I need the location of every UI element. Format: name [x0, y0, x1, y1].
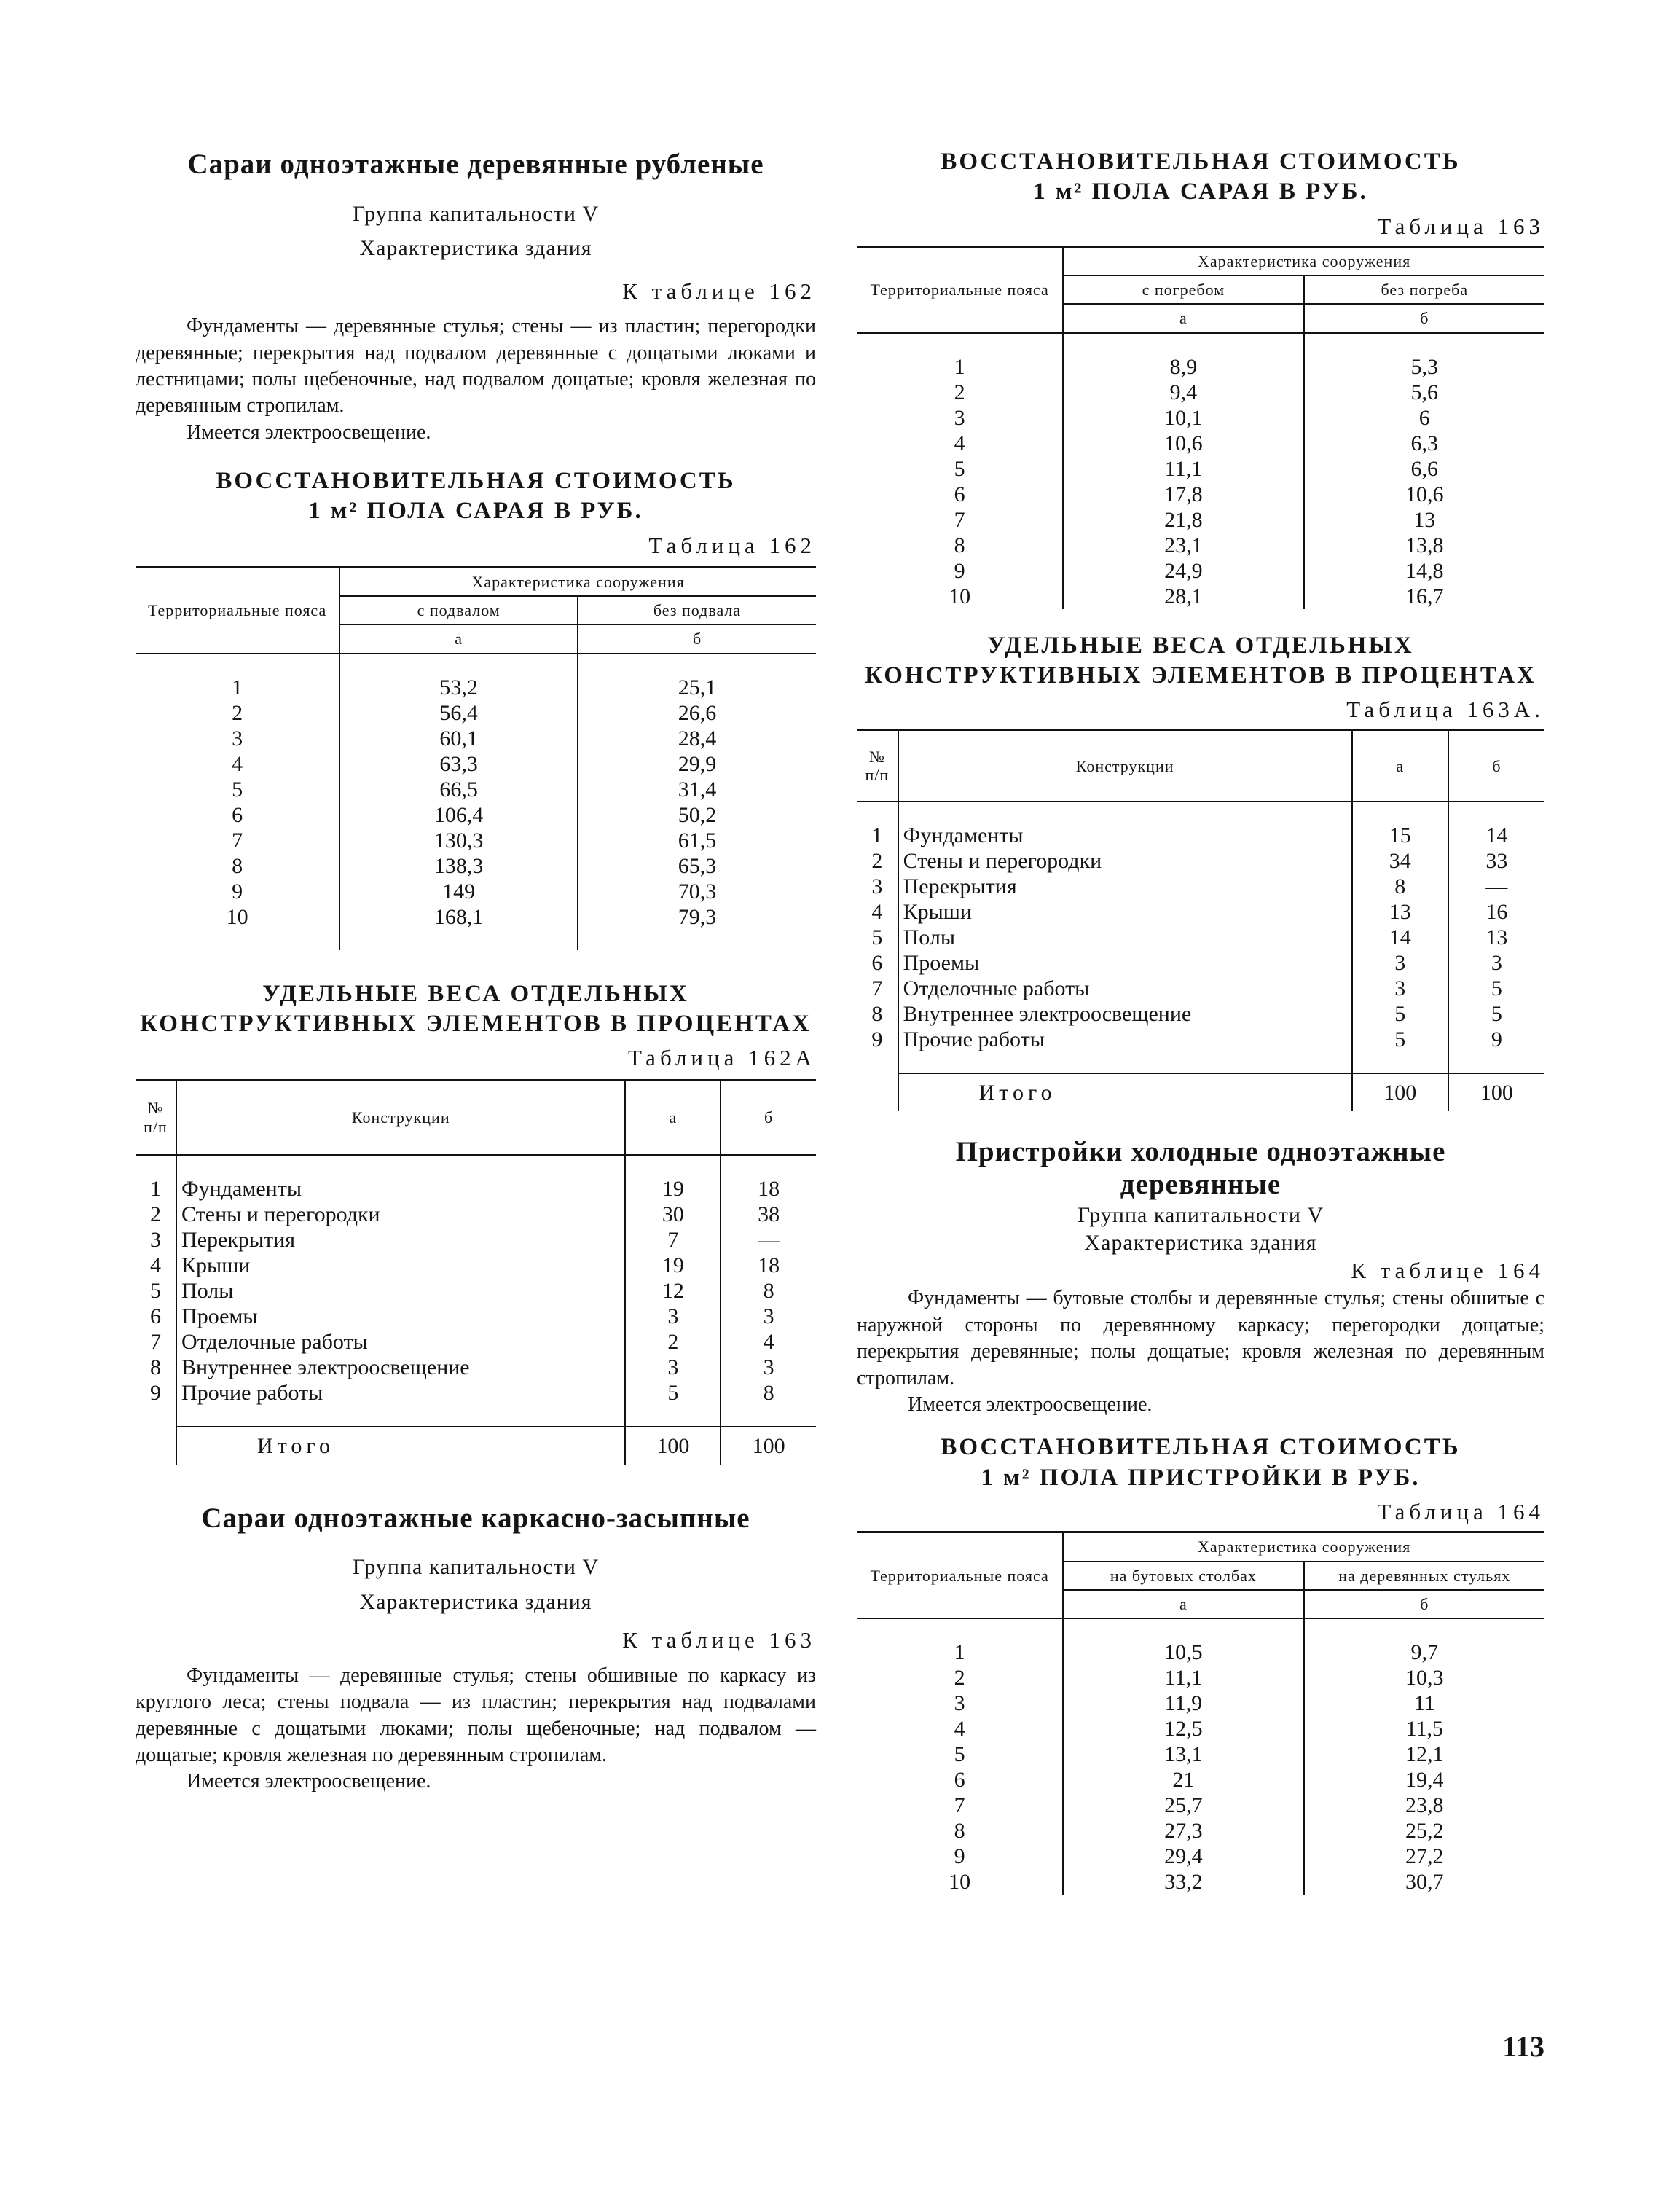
value-a: 24,9 [1063, 558, 1303, 584]
value-b: 4 [763, 1329, 774, 1354]
value-a: 10,5 [1063, 1640, 1303, 1665]
construction-name: Фундаменты [898, 823, 1352, 848]
zone-header: Территориальные пояса [857, 246, 1063, 332]
zone: 5 [857, 1742, 1063, 1767]
sub-b: б [578, 624, 816, 653]
num-header: № п/п [136, 1080, 176, 1155]
table-row [857, 1742, 1544, 1767]
zone: 9 [857, 558, 1063, 584]
table-label: Таблица 162 [648, 532, 816, 558]
lighting-note: Имеется электроосвещение. [187, 1770, 431, 1793]
value-b: 5 [1491, 976, 1502, 1001]
value-b: 50,2 [678, 802, 717, 827]
table-row [857, 1818, 1544, 1844]
col-a-header: на бутовых столбах [1063, 1562, 1303, 1590]
table-row [136, 726, 816, 751]
caption-line: 1 м² ПОЛА САРАЯ В РУБ. [308, 498, 643, 525]
value-a: 56,4 [339, 700, 578, 726]
value-a: 10,1 [1063, 405, 1303, 431]
value-b: 6,3 [1410, 431, 1439, 455]
table-row [857, 1767, 1544, 1793]
value-b: 13,8 [1405, 533, 1444, 557]
construction-name: Стены и перегородки [898, 848, 1352, 874]
sub-a: а [339, 624, 578, 653]
construction-name: Внутреннее электроосвещение [898, 1001, 1352, 1027]
table-row [857, 823, 1544, 848]
table-162a [136, 1079, 816, 1465]
value-b: 14 [1485, 823, 1508, 848]
table-row [857, 1691, 1544, 1716]
value-b: 25,2 [1405, 1819, 1444, 1844]
value-a: 5 [625, 1380, 721, 1406]
right-column [857, 138, 1544, 1895]
capital-group: Группа капитальности V [1077, 1203, 1324, 1228]
table-162-caption [136, 466, 816, 527]
row-number: 1 [136, 1176, 176, 1202]
lighting-note: Имеется электроосвещение. [187, 420, 431, 444]
value-b: 9 [1491, 1027, 1502, 1052]
total-a: 100 [1352, 1073, 1448, 1111]
value-a: 3 [1352, 950, 1448, 976]
table-163a-caption [857, 631, 1544, 692]
table-row [136, 700, 816, 726]
char-header: Характеристика сооружения [339, 567, 816, 596]
value-a: 3 [625, 1355, 721, 1380]
table-row [136, 1227, 816, 1253]
table-row [857, 456, 1544, 482]
zone: 10 [857, 1869, 1063, 1895]
value-a: 12,5 [1063, 1716, 1303, 1742]
zone: 8 [857, 1818, 1063, 1844]
value-a: 5 [1352, 1027, 1448, 1052]
char-header: Характеристика сооружения [1063, 1532, 1544, 1562]
table-row [857, 1001, 1544, 1027]
value-a: 21 [1063, 1767, 1303, 1793]
value-a: 28,1 [1063, 584, 1303, 609]
value-b: 13 [1485, 925, 1508, 950]
characteristics-title: Характеристика здания [359, 1589, 592, 1614]
table-row [857, 380, 1544, 405]
section-title-annexes [857, 1136, 1544, 1202]
value-a: 168,1 [339, 904, 578, 930]
col-a-header: а [1352, 730, 1448, 802]
value-b: 6 [1418, 405, 1430, 430]
table-164-caption [857, 1433, 1544, 1493]
value-b: 27,2 [1405, 1844, 1444, 1869]
row-number: 2 [136, 1202, 176, 1227]
caption-line: КОНСТРУКТИВНЫХ ЭЛЕМЕНТОВ В ПРОЦЕНТАХ [140, 1011, 812, 1038]
zone: 2 [857, 1665, 1063, 1691]
section-title-barns-log: Сараи одноэтажные деревянные рубленые [187, 149, 764, 180]
col-b-header: б [1448, 730, 1544, 802]
value-b: 10,6 [1405, 482, 1444, 506]
construction-name: Крыши [176, 1253, 625, 1278]
caption-line: УДЕЛЬНЫЕ ВЕСА ОТДЕЛЬНЫХ [987, 632, 1414, 659]
value-a: 19 [625, 1253, 721, 1278]
value-a: 34 [1352, 848, 1448, 874]
construction-name: Прочие работы [898, 1027, 1352, 1052]
zone: 3 [857, 405, 1063, 431]
row-number: 1 [857, 823, 898, 848]
value-b: 14,8 [1405, 558, 1444, 583]
value-a: 14 [1352, 925, 1448, 950]
zone: 9 [857, 1844, 1063, 1869]
value-b: 6,6 [1410, 456, 1439, 481]
sub-a: а [1063, 304, 1303, 332]
col-b-header: б [721, 1080, 816, 1155]
row-number: 5 [857, 925, 898, 950]
zone: 8 [857, 533, 1063, 558]
table-162a-caption [136, 979, 816, 1040]
zone: 4 [857, 1716, 1063, 1742]
table-row [136, 1202, 816, 1227]
construction-name: Проемы [898, 950, 1352, 976]
sub-b: б [1304, 304, 1544, 332]
table-row [857, 584, 1544, 609]
value-a: 23,1 [1063, 533, 1303, 558]
building-description: Фундаменты — бутовые столбы и деревянные стулья; стены обшитые с наружной стороны по деревянному каркасу; перегородки дощатые; перекрытия деревянные; полы дощатые; кровля железная по деревянным стропилам. [857, 1287, 1544, 1390]
table-label: Таблица 164 [1377, 1498, 1544, 1524]
total-label: Итого [898, 1073, 1352, 1111]
value-b: 3 [763, 1355, 774, 1379]
total-row [857, 1073, 1544, 1111]
value-b: 18 [758, 1253, 780, 1277]
caption-line: ВОССТАНОВИТЕЛЬНАЯ СТОИМОСТЬ [941, 1434, 1461, 1461]
value-a: 33,2 [1063, 1869, 1303, 1895]
row-number: 8 [136, 1355, 176, 1380]
table-row [857, 1665, 1544, 1691]
zone: 1 [136, 675, 339, 700]
table-row [857, 431, 1544, 456]
row-number: 7 [857, 976, 898, 1001]
lighting-note: Имеется электроосвещение. [908, 1393, 1153, 1417]
value-b: 65,3 [678, 853, 717, 878]
value-a: 11,9 [1063, 1691, 1303, 1716]
value-b: 38 [758, 1202, 780, 1226]
sub-b: б [1304, 1590, 1544, 1618]
construction-name: Полы [898, 925, 1352, 950]
table-row [136, 828, 816, 853]
zone: 6 [136, 802, 339, 828]
table-label: Таблица 163А. [1346, 697, 1544, 723]
table-row [136, 751, 816, 777]
row-number: 4 [136, 1253, 176, 1278]
value-b: 16 [1485, 900, 1508, 925]
to-table-ref: К таблице 162 [622, 278, 816, 304]
value-b: 26,6 [678, 700, 717, 725]
table-row [136, 853, 816, 879]
zone-header: Территориальные пояса [136, 567, 339, 653]
col-a-header: с погребом [1063, 275, 1303, 304]
row-number: 6 [136, 1304, 176, 1329]
characteristics-title: Характеристика здания [359, 236, 592, 261]
zone: 4 [857, 431, 1063, 456]
value-b: 13 [1413, 507, 1436, 532]
value-a: 5 [1352, 1001, 1448, 1027]
table-row [857, 1793, 1544, 1818]
construction-name: Отделочные работы [898, 976, 1352, 1001]
value-b: 19,4 [1405, 1768, 1444, 1793]
zone: 6 [857, 1767, 1063, 1793]
value-a: 13,1 [1063, 1742, 1303, 1767]
value-a: 2 [625, 1329, 721, 1355]
value-b: 18 [758, 1176, 780, 1201]
value-a: 138,3 [339, 853, 578, 879]
value-b: 12,1 [1405, 1742, 1444, 1767]
page-number: 113 [1502, 2030, 1544, 2063]
zone: 2 [857, 380, 1063, 405]
value-b: 23,8 [1405, 1793, 1444, 1818]
value-a: 27,3 [1063, 1818, 1303, 1844]
to-table-ref: К таблице 163 [622, 1627, 816, 1653]
table-row [136, 1329, 816, 1355]
constr-header: Конструкции [898, 730, 1352, 802]
value-a: 29,4 [1063, 1844, 1303, 1869]
value-a: 25,7 [1063, 1793, 1303, 1818]
zone: 6 [857, 482, 1063, 507]
value-a: 63,3 [339, 751, 578, 777]
row-number: 6 [857, 950, 898, 976]
value-a: 53,2 [339, 675, 578, 700]
table-row [136, 675, 816, 700]
value-a: 8,9 [1063, 354, 1303, 380]
table-row [857, 1716, 1544, 1742]
table-row [136, 1355, 816, 1380]
title-line: деревянные [1120, 1169, 1281, 1201]
to-table-ref: К таблице 164 [1351, 1258, 1544, 1284]
value-b: 3 [763, 1304, 774, 1328]
table-label: Таблица 162А [628, 1045, 816, 1071]
table-row [857, 899, 1544, 925]
construction-name: Фундаменты [176, 1176, 625, 1202]
construction-name: Стены и перегородки [176, 1202, 625, 1227]
row-number: 8 [857, 1001, 898, 1027]
table-row [857, 507, 1544, 533]
total-b: 100 [1480, 1081, 1513, 1105]
table-row [857, 1869, 1544, 1895]
value-b: 10,3 [1405, 1666, 1444, 1691]
row-number: 4 [857, 899, 898, 925]
row-number: 5 [136, 1278, 176, 1304]
col-a-header: с подвалом [339, 596, 578, 624]
table-row [136, 1380, 816, 1406]
table-162 [136, 566, 816, 950]
table-row [857, 1640, 1544, 1665]
value-a: 17,8 [1063, 482, 1303, 507]
table-row [857, 874, 1544, 899]
construction-name: Крыши [898, 899, 1352, 925]
construction-name: Прочие работы [176, 1380, 625, 1406]
zone: 2 [136, 700, 339, 726]
value-b: 28,4 [678, 726, 717, 751]
caption-line: 1 м² ПОЛА ПРИСТРОЙКИ В РУБ. [981, 1464, 1421, 1491]
value-b: 33 [1485, 849, 1508, 874]
value-b: 16,7 [1405, 584, 1444, 608]
table-row [136, 879, 816, 904]
construction-name: Полы [176, 1278, 625, 1304]
table-row [136, 1304, 816, 1329]
construction-name: Внутреннее электроосвещение [176, 1355, 625, 1380]
table-row [857, 354, 1544, 380]
total-row [136, 1427, 816, 1465]
value-a: 11,1 [1063, 456, 1303, 482]
value-a: 9,4 [1063, 380, 1303, 405]
value-b: 11 [1413, 1691, 1435, 1716]
table-row [136, 777, 816, 802]
value-a: 149 [339, 879, 578, 904]
value-b: 29,9 [678, 751, 717, 776]
table-row [136, 802, 816, 828]
zone: 10 [136, 904, 339, 930]
table-row [857, 925, 1544, 950]
value-b: 5,3 [1410, 354, 1439, 379]
value-a: 21,8 [1063, 507, 1303, 533]
constr-header: Конструкции [176, 1080, 625, 1155]
table-163 [857, 246, 1544, 609]
value-b: 3 [1491, 951, 1502, 976]
row-number: 2 [857, 848, 898, 874]
caption-line: ВОССТАНОВИТЕЛЬНАЯ СТОИМОСТЬ [941, 149, 1461, 175]
caption-line: КОНСТРУКТИВНЫХ ЭЛЕМЕНТОВ В ПРОЦЕНТАХ [865, 662, 1536, 689]
char-header: Характеристика сооружения [1063, 246, 1544, 275]
table-row [136, 904, 816, 930]
value-a: 10,6 [1063, 431, 1303, 456]
col-a-header: а [625, 1080, 721, 1155]
table-row [857, 482, 1544, 507]
caption-line: УДЕЛЬНЫЕ ВЕСА ОТДЕЛЬНЫХ [262, 980, 689, 1007]
zone: 7 [857, 1793, 1063, 1818]
zone: 8 [136, 853, 339, 879]
zone: 7 [857, 507, 1063, 533]
value-a: 11,1 [1063, 1665, 1303, 1691]
total-a: 100 [625, 1427, 721, 1465]
zone: 5 [136, 777, 339, 802]
zone: 4 [136, 751, 339, 777]
row-number: 9 [136, 1380, 176, 1406]
value-b: 5 [1491, 1002, 1502, 1027]
table-row [136, 1176, 816, 1202]
value-b: 25,1 [678, 675, 717, 700]
col-b-header: на деревянных стульях [1304, 1562, 1544, 1590]
value-b: 5,6 [1410, 380, 1439, 404]
left-column [136, 138, 816, 1795]
value-a: 3 [1352, 976, 1448, 1001]
value-a: 130,3 [339, 828, 578, 853]
zone: 7 [136, 828, 339, 853]
col-b-header: без погреба [1304, 275, 1544, 304]
table-row [857, 1027, 1544, 1052]
capital-group: Группа капитальности V [352, 1555, 600, 1580]
value-a: 66,5 [339, 777, 578, 802]
building-description: Фундаменты — деревянные стулья; стены обшивные по каркасу из круглого леса; стены подвала — из пластин; перекрытия над подвалами деревянные с дощатыми люками; полы щебеночные; над подвалом — дощатые; кровля железная по деревянным стропилам. [136, 1664, 816, 1766]
zone: 5 [857, 456, 1063, 482]
value-a: 13 [1352, 899, 1448, 925]
value-a: 12 [625, 1278, 721, 1304]
title-line: Пристройки холодные одноэтажные [955, 1136, 1446, 1168]
row-number: 7 [136, 1329, 176, 1355]
col-b-header: без подвала [578, 596, 816, 624]
value-a: 19 [625, 1176, 721, 1202]
construction-name: Отделочные работы [176, 1329, 625, 1355]
total-label: Итого [176, 1427, 625, 1465]
value-a: 3 [625, 1304, 721, 1329]
value-b: 70,3 [678, 879, 717, 904]
caption-line: ВОССТАНОВИТЕЛЬНАЯ СТОИМОСТЬ [216, 468, 736, 495]
value-a: 30 [625, 1202, 721, 1227]
table-row [857, 1844, 1544, 1869]
construction-name: Перекрытия [176, 1227, 625, 1253]
zone-header: Территориальные пояса [857, 1532, 1063, 1618]
value-b: 30,7 [1405, 1870, 1444, 1895]
value-b: 61,5 [678, 828, 717, 853]
value-b: — [1485, 874, 1508, 899]
zone: 1 [857, 1640, 1063, 1665]
total-b: 100 [752, 1433, 785, 1458]
value-b: 8 [763, 1278, 774, 1303]
row-number: 9 [857, 1027, 898, 1052]
table-163-caption [857, 147, 1544, 208]
row-number: 3 [136, 1227, 176, 1253]
table-row [136, 1278, 816, 1304]
value-a: 15 [1352, 823, 1448, 848]
value-b: 79,3 [678, 904, 717, 929]
table-row [857, 533, 1544, 558]
value-a: 8 [1352, 874, 1448, 899]
zone: 9 [136, 879, 339, 904]
value-a: 7 [625, 1227, 721, 1253]
value-b: 8 [763, 1380, 774, 1405]
capital-group: Группа капитальности V [352, 201, 600, 226]
zone: 3 [857, 1691, 1063, 1716]
table-row [857, 848, 1544, 874]
characteristics-title: Характеристика здания [1084, 1230, 1317, 1255]
section-title-barns-frame: Сараи одноэтажные каркасно-засыпные [201, 1502, 750, 1534]
construction-name: Проемы [176, 1304, 625, 1329]
value-b: 31,4 [678, 777, 717, 802]
table-163a [857, 729, 1544, 1111]
construction-name: Перекрытия [898, 874, 1352, 899]
value-b: — [758, 1227, 780, 1252]
row-number: 3 [857, 874, 898, 899]
table-row [136, 1253, 816, 1278]
num-header: № п/п [857, 730, 898, 802]
caption-line: 1 м² ПОЛА САРАЯ В РУБ. [1033, 179, 1368, 205]
table-row [857, 558, 1544, 584]
value-b: 11,5 [1405, 1717, 1443, 1742]
table-row [857, 976, 1544, 1001]
sub-a: а [1063, 1590, 1303, 1618]
table-164 [857, 1531, 1544, 1895]
table-row [857, 405, 1544, 431]
building-description: Фундаменты — деревянные стулья; стены — из пластин; перегородки деревянные; перекрытия над подвалом деревянные с дощатыми люками и лестницами; полы щебеночные, над подвалом дощатые; кровля железная по деревянным стропилам. [136, 315, 816, 418]
zone: 1 [857, 354, 1063, 380]
value-a: 106,4 [339, 802, 578, 828]
table-label: Таблица 163 [1377, 213, 1544, 239]
value-a: 60,1 [339, 726, 578, 751]
value-b: 9,7 [1410, 1640, 1439, 1665]
table-row [857, 950, 1544, 976]
zone: 10 [857, 584, 1063, 609]
zone: 3 [136, 726, 339, 751]
